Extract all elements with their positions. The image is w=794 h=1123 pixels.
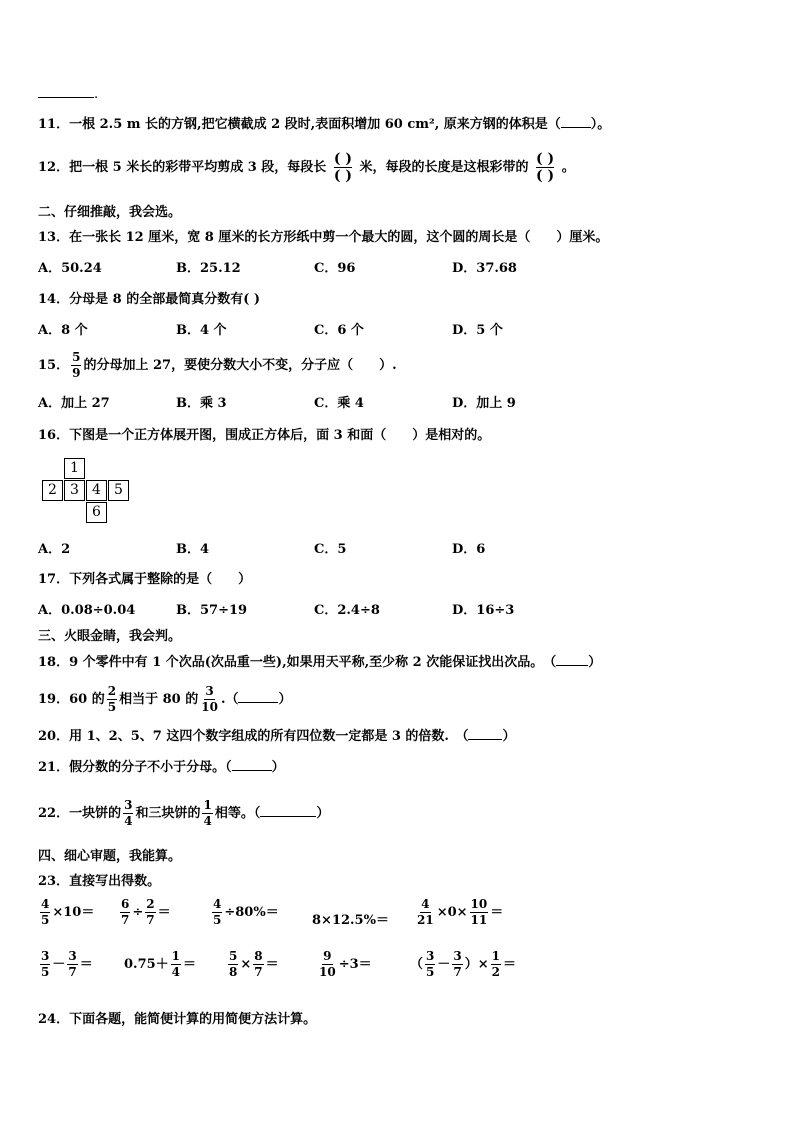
calc-expression: 8×12.5%＝ [312, 913, 389, 928]
answer-blank[interactable] [468, 739, 502, 740]
calc-expression: $\frac{3}{5}$ － $\frac{3}{7}$ ＝ [41, 949, 93, 979]
net-face-5: 5 [108, 480, 129, 501]
option-d[interactable]: D．加上 9 [452, 396, 516, 411]
section-2-heading: 二、仔细推敲，我会选。 [38, 205, 182, 220]
question-21: 21．假分数的分子不小于分母。（ ） [38, 760, 285, 775]
option-b[interactable]: B．乘 3 [176, 396, 227, 411]
option-d[interactable]: D．5 个 [452, 323, 503, 338]
option-a[interactable]: A．2 [38, 542, 71, 557]
option-d[interactable]: D．6 [452, 542, 486, 557]
option-d[interactable]: D．37.68 [452, 261, 517, 276]
net-face-1: 1 [64, 458, 85, 479]
question-23: 23．直接写出得数。 [38, 874, 161, 889]
blank-fraction[interactable]: ( ) ( ) [333, 151, 352, 184]
option-b[interactable]: B．4 [176, 542, 210, 557]
net-face-6: 6 [86, 502, 107, 523]
blank-fraction[interactable]: ( ) ( ) [536, 151, 555, 184]
calc-expression: $\frac{5}{8}$ × $\frac{8}{7}$ ＝ [229, 949, 279, 979]
option-b[interactable]: B．4 个 [176, 323, 227, 338]
question-18: 18．9 个零件中有 1 个次品(次品重一些),如果用天平称,至少称 2 次能保证找出次品。 （ ） [38, 655, 602, 670]
net-face-3: 3 [64, 480, 85, 501]
answer-blank[interactable] [232, 770, 272, 771]
option-c[interactable]: C．5 [314, 542, 347, 557]
calc-expression: $\frac{4}{5}$ ×10＝ [41, 897, 95, 927]
question-20: 20．用 1、2、5、7 这四个数字组成的所有四位数一定都是 3 的倍数. （ ） [38, 729, 516, 744]
option-b[interactable]: B．57÷19 [176, 603, 248, 618]
question-16: 16．下图是一个正方体展开图，围成正方体后，面 3 和面（ ）是相对的。 [38, 428, 491, 443]
answer-blank[interactable] [561, 127, 591, 128]
calc-expression: $\frac{6}{7}$ ÷ $\frac{2}{7}$ ＝ [121, 897, 171, 927]
answer-blank[interactable] [238, 702, 278, 703]
option-c[interactable]: C．2.4÷8 [314, 603, 380, 618]
option-a[interactable]: A．0.08÷0.04 [38, 603, 136, 618]
option-a[interactable]: A．加上 27 [38, 396, 110, 411]
question-24: 24．下面各题，能简便计算的用简便方法计算。 [38, 1012, 317, 1027]
question-12: 12．把一根 5 米长的彩带平均剪成 3 段，每段长 ( ) ( ) 米，每段的长度是这根彩带的 ( ) ( ) 。 [38, 151, 575, 184]
option-a[interactable]: A．8 个 [38, 323, 88, 338]
calc-expression: （ $\frac{3}{5}$ － $\frac{3}{7}$ ）× $\frac{1}{2}$ ＝ [410, 949, 517, 979]
option-a[interactable]: A．50.24 [38, 261, 102, 276]
question-11: 11．一根 2.5 m 长的方钢,把它横截成 2 段时,表面积增加 60 cm², 原来方钢的体积是（ ）。 [38, 117, 611, 132]
option-c[interactable]: C．乘 4 [314, 396, 364, 411]
net-face-4: 4 [86, 480, 107, 501]
answer-blank[interactable] [260, 816, 316, 817]
answer-blank[interactable] [556, 665, 588, 666]
question-19: 19．60 的 $\frac{2}{5}$ 相当于 80 的 $\frac{3}{10}$ .（ ） [38, 684, 292, 714]
answer-line-fragment: . [38, 86, 98, 104]
question-14: 14．分母是 8 的全部最简真分数有( ) [38, 292, 261, 307]
question-15: 15． $\frac{5}{9}$ 的分母加上 27，要使分数大小不变，分子应（ ）. [38, 350, 397, 380]
cube-net [42, 458, 132, 524]
option-c[interactable]: C．96 [314, 261, 356, 276]
net-face-2: 2 [42, 480, 63, 501]
question-13: 13．在一张长 12 厘米，宽 8 厘米的长方形纸中剪一个最大的圆，这个圆的周长是（ ）厘米。 [38, 230, 609, 245]
section-4-heading: 四、细心审题，我能算。 [38, 849, 182, 864]
question-22: 22．一块饼的 $\frac{3}{4}$ 和三块饼的 $\frac{1}{4}$ 相等。（ ） [38, 798, 330, 828]
option-b[interactable]: B．25.12 [176, 261, 241, 276]
calc-expression: $\frac{4}{21}$ ×0× $\frac{10}{11}$ ＝ [417, 897, 504, 927]
section-3-heading: 三、火眼金睛，我会判。 [38, 629, 182, 644]
calc-expression: $\frac{4}{5}$ ÷80%＝ [213, 897, 279, 927]
calc-expression: $\frac{9}{10}$ ÷3＝ [319, 949, 372, 979]
calc-expression: 0.75＋ $\frac{1}{4}$ ＝ [124, 949, 197, 979]
question-17: 17．下列各式属于整除的是（ ） [38, 572, 252, 587]
option-d[interactable]: D．16÷3 [452, 603, 515, 618]
option-c[interactable]: C．6 个 [314, 323, 364, 338]
